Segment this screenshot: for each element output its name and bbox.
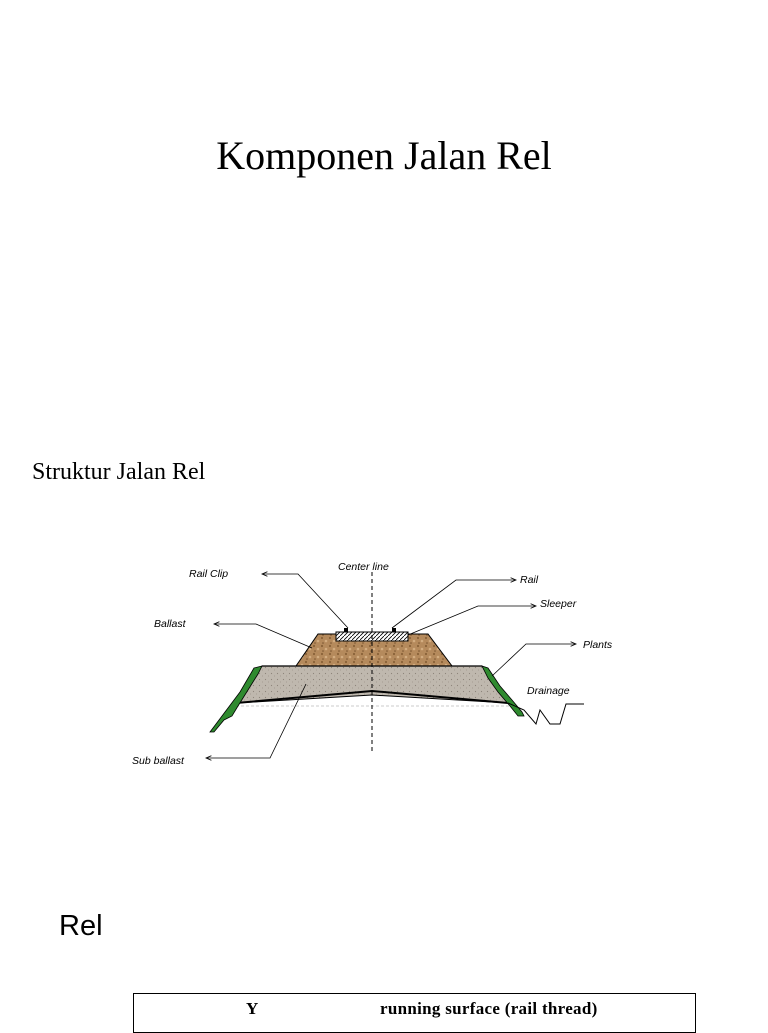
track-structure-diagram xyxy=(0,540,768,780)
label-ballast: Ballast xyxy=(154,618,186,630)
label-drainage: Drainage xyxy=(527,685,570,697)
table-cell-y: Y xyxy=(246,999,259,1018)
rail-left xyxy=(344,628,348,632)
label-sub-ballast: Sub ballast xyxy=(132,755,184,767)
plants-leader xyxy=(492,644,576,676)
section-title: Struktur Jalan Rel xyxy=(32,459,206,485)
label-sleeper: Sleeper xyxy=(540,598,577,610)
rail-leader xyxy=(392,580,516,628)
label-center-line: Center line xyxy=(338,561,389,573)
table-cell-description: running surface (rail thread) xyxy=(380,999,598,1018)
label-rail: Rail xyxy=(520,574,539,586)
label-plants: Plants xyxy=(583,639,613,651)
rail-table xyxy=(133,993,696,1033)
slide-title: Komponen Jalan Rel xyxy=(216,133,552,178)
rail-right xyxy=(392,628,396,632)
sleeper-leader xyxy=(408,606,536,635)
rail-clip-leader xyxy=(262,574,348,628)
label-rail-clip: Rail Clip xyxy=(189,568,229,580)
subsection-title: Rel xyxy=(59,910,103,942)
ballast-leader xyxy=(214,624,312,648)
